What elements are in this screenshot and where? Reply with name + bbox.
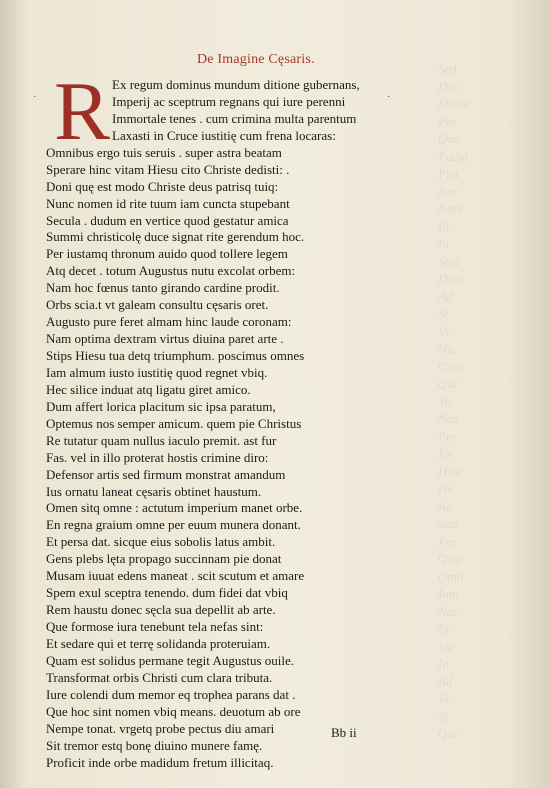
text-line: Sperare hinc vitam Hiesu cito Christe dedisti: .: [46, 161, 290, 177]
text-line: Omnibus ergo tuis seruis . super astra beatam: [46, 144, 282, 160]
text-line: Iure colendi dum memor eq trophea parans dat .: [46, 686, 296, 702]
text-line: Defensor artis sed firmum monstrat amandum: [46, 466, 286, 482]
text-line: Spem exul sceptra tenendo. dum fidei dat vbiq: [46, 585, 288, 601]
text-line: Per iustamq thronum auido quod tollere legem: [46, 246, 288, 262]
text-line: Nam hoc fœnus tanto girando cardine prodit.: [46, 280, 280, 296]
poem-text: [46, 77, 416, 771]
text-line: En regna graium omne per euum munera donant.: [46, 517, 301, 533]
text-line: Ius ornatu laneat cęsaris obtinet haustum.: [46, 483, 262, 499]
signature-mark: Bb ii: [331, 725, 357, 740]
text-line: Et sedare qui et terrę solidanda proteruiam.: [46, 635, 271, 651]
text-line: Imperij ac sceptrum regnans qui iure perenni: [112, 93, 346, 109]
text-line: Doni quę est modo Christe deus patrisq tuiq:: [46, 178, 279, 194]
text-line: Secula . dudum en vertice quod gestatur amica: [46, 212, 289, 228]
text-line: Immortale tenes . cum crimina multa parentum: [112, 110, 357, 126]
margin-dot: ·: [387, 92, 391, 103]
text-line: Nempe tonat. vrgetq probe pectus diu amari: [46, 720, 275, 736]
text-line: Transformat orbis Christi cum clara tributa.: [46, 669, 273, 685]
margin-dot: ·: [33, 92, 37, 103]
text-line: Rem haustu donec sęcla sua depellit ab arte.: [46, 602, 276, 618]
text-line: Que hoc sint nomen vbiq means. deuotum ab ore: [46, 703, 301, 719]
text-line: Summi christicolę duce signat rite gerendum hoc.: [46, 229, 305, 245]
decorated-initial: R: [54, 65, 111, 158]
text-line: Re tutatur quam nullus iaculo premit. ast fur: [46, 432, 277, 448]
text-line: Omen sitq omne : actutum imperium manet orbe.: [46, 500, 303, 516]
text-line: Orbs scia.t vt galeam consultu cęsaris oret.: [46, 297, 269, 313]
text-line: Iam almum iusto iustitię quod regnet vbiq.: [46, 364, 268, 380]
text-line: Fas. vel in illo proterat hostis crimine diro:: [46, 449, 269, 465]
text-line: Nam optima dextram virtus diuina paret arte .: [46, 331, 284, 347]
text-line: Musam iuuat edens maneat . scit scutum et amare: [46, 568, 305, 584]
text-line: Augusto pure feret almam hinc laude coronam:: [46, 314, 292, 330]
text-line: Nunc nomen id rite tuum iam cuncta stupebant: [46, 195, 290, 211]
text-line: Optemus nos semper amicum. quem pie Christus: [46, 415, 302, 431]
text-line: Ex regum dominus mundum ditione gubernans,: [112, 77, 360, 92]
text-line: Et persa dat. sicque eius sobolis latus ambit.: [46, 534, 276, 550]
show-through-text: Sed Dixi Millia Per Quo Facta Piet Nec Nam Et In Stra Dum Ad Si Vt Hic Cum Qui Tu Nos Pro Ex Hinc De Ab Sub Per Qua Omn Iam Nec Et Sic In Ad Vt Si Qui: [438, 61, 470, 740]
page-heading: De Imagine Cęsaris.: [197, 52, 315, 67]
text-line: Atq decet . totum Augustus nutu excolat orbem:: [46, 263, 296, 279]
text-line: Dum affert lorica placitum sic ipsa paratum,: [46, 398, 276, 414]
text-line: Laxasti in Cruce iustitię cum frena locaras:: [112, 127, 336, 143]
text-line: Proficit inde orbe madidum fretum illicitaq.: [46, 754, 274, 770]
text-line: Que formose iura tenebunt tela nefas sint:: [46, 619, 264, 634]
text-line: Sit tremor estq bonę diuino munere famę.: [46, 737, 263, 753]
text-line: Quam est solidus permane tegit Augustus ouile.: [46, 652, 295, 668]
text-line: Stips Hiesu tua detq triumphum. poscimus omnes: [46, 348, 305, 363]
text-line: Hec silice induat atq ligatu giret amico.: [46, 381, 251, 397]
text-line: Gens plebs lęta propago succinnam pie donat: [46, 551, 282, 567]
